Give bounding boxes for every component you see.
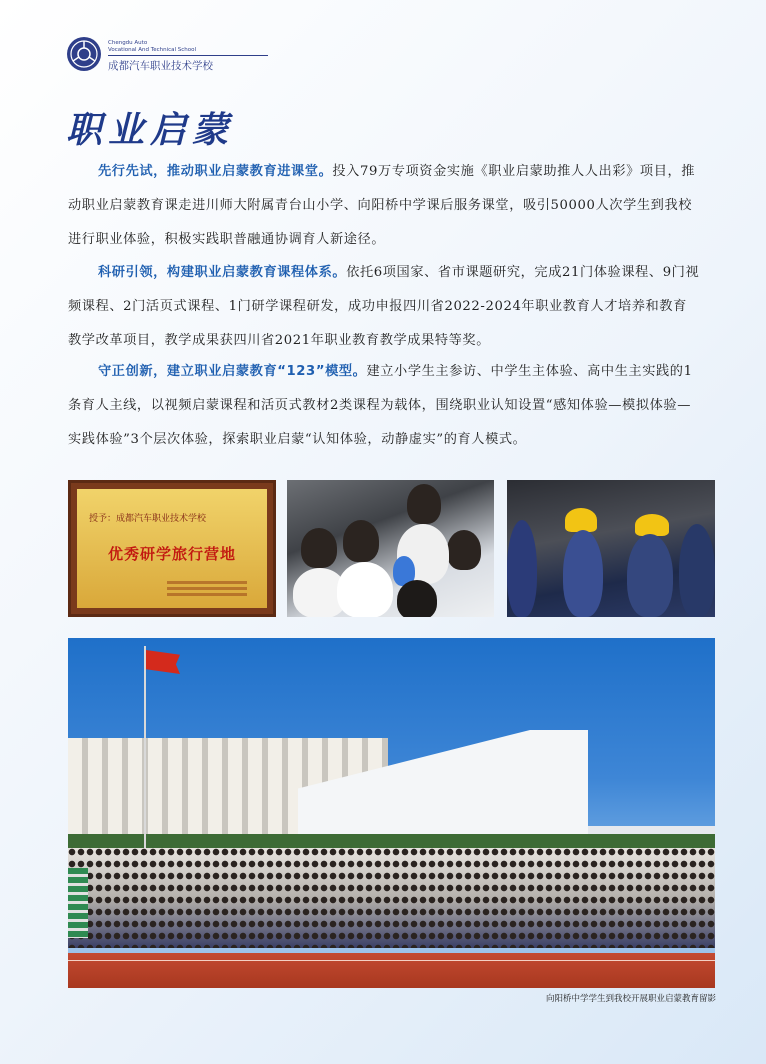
paragraph-3-lead: 守正创新，建立职业启蒙教育“123”模型。	[98, 364, 367, 379]
student-figure	[507, 520, 537, 617]
paragraph-3	[68, 355, 700, 457]
plaque-board	[77, 489, 267, 608]
header-divider	[108, 55, 268, 56]
page-title: 职业启蒙	[66, 109, 235, 151]
student-figure	[407, 484, 441, 524]
school-name-cn: 成都汽车职业技术学校	[108, 60, 213, 72]
paragraph-2-body: 依托6项国家、省市课题研究，完成21门体验课程、9门视频课程、2门活页式课程、1门研学课程研发，成功申报四川省2022-2024年职业教育人才培养和教育教学改革项目，教学成果获四川省2021年职业教育教学成果特等奖。	[68, 265, 700, 348]
paragraph-1-body: 投入79万专项资金实施《职业启蒙助推人人出彩》项目，推动职业启蒙教育课走进川师大附属青台山小学、向阳桥中学课后服务课堂，吸引50000人次学生到我校进行职业体验，积极实践职普融通协调育人新途径。	[68, 164, 696, 247]
student-figure	[563, 530, 603, 617]
school-header	[66, 36, 326, 80]
award-plaque-photo	[68, 480, 276, 617]
group-photo	[68, 638, 715, 988]
paragraph-1-lead: 先行先试，推动职业启蒙教育进课堂。	[98, 164, 333, 179]
safety-helmet-icon	[565, 508, 597, 532]
paragraph-2-lead: 科研引领，构建职业启蒙教育课程体系。	[98, 265, 347, 280]
student-figure	[397, 580, 437, 617]
plaque-fine-print	[167, 581, 247, 584]
track-lane-line	[68, 960, 715, 961]
running-track	[68, 953, 715, 988]
student-figure	[343, 520, 379, 562]
classroom-robot-photo	[287, 480, 494, 617]
flag-icon	[146, 650, 180, 674]
photo-caption: 向阳桥中学学生到我校开展职业启蒙教育留影	[545, 994, 716, 1004]
paragraph-2	[68, 256, 700, 358]
plaque-award-title: 优秀研学旅行营地	[107, 545, 236, 563]
workshop-practice-photo	[507, 480, 715, 617]
student-figure	[301, 528, 337, 568]
safety-helmet-icon	[635, 514, 669, 536]
plaque-recipient: 授予：成都汽车职业技术学校	[89, 514, 207, 524]
bleachers	[68, 868, 88, 938]
student-figure	[679, 524, 715, 617]
paragraph-1	[68, 155, 700, 257]
school-logo-icon	[66, 36, 102, 72]
student-figure	[627, 534, 673, 617]
paragraph-3-body: 建立小学生主参访、中学生主体验、高中生主实践的1条育人主线，以视频启蒙课程和活页式教材2类课程为载体，围绕职业认知设置“感知体验—模拟体验—实践体验”3个层次体验，探索职业启蒙“认知体验，动静虚实”的育人模式。	[68, 364, 693, 447]
student-figure	[447, 530, 481, 570]
students-crowd	[68, 848, 715, 948]
student-uniform	[337, 562, 393, 617]
school-name-en: Chengdu Auto Vocational And Technical School	[108, 40, 197, 53]
